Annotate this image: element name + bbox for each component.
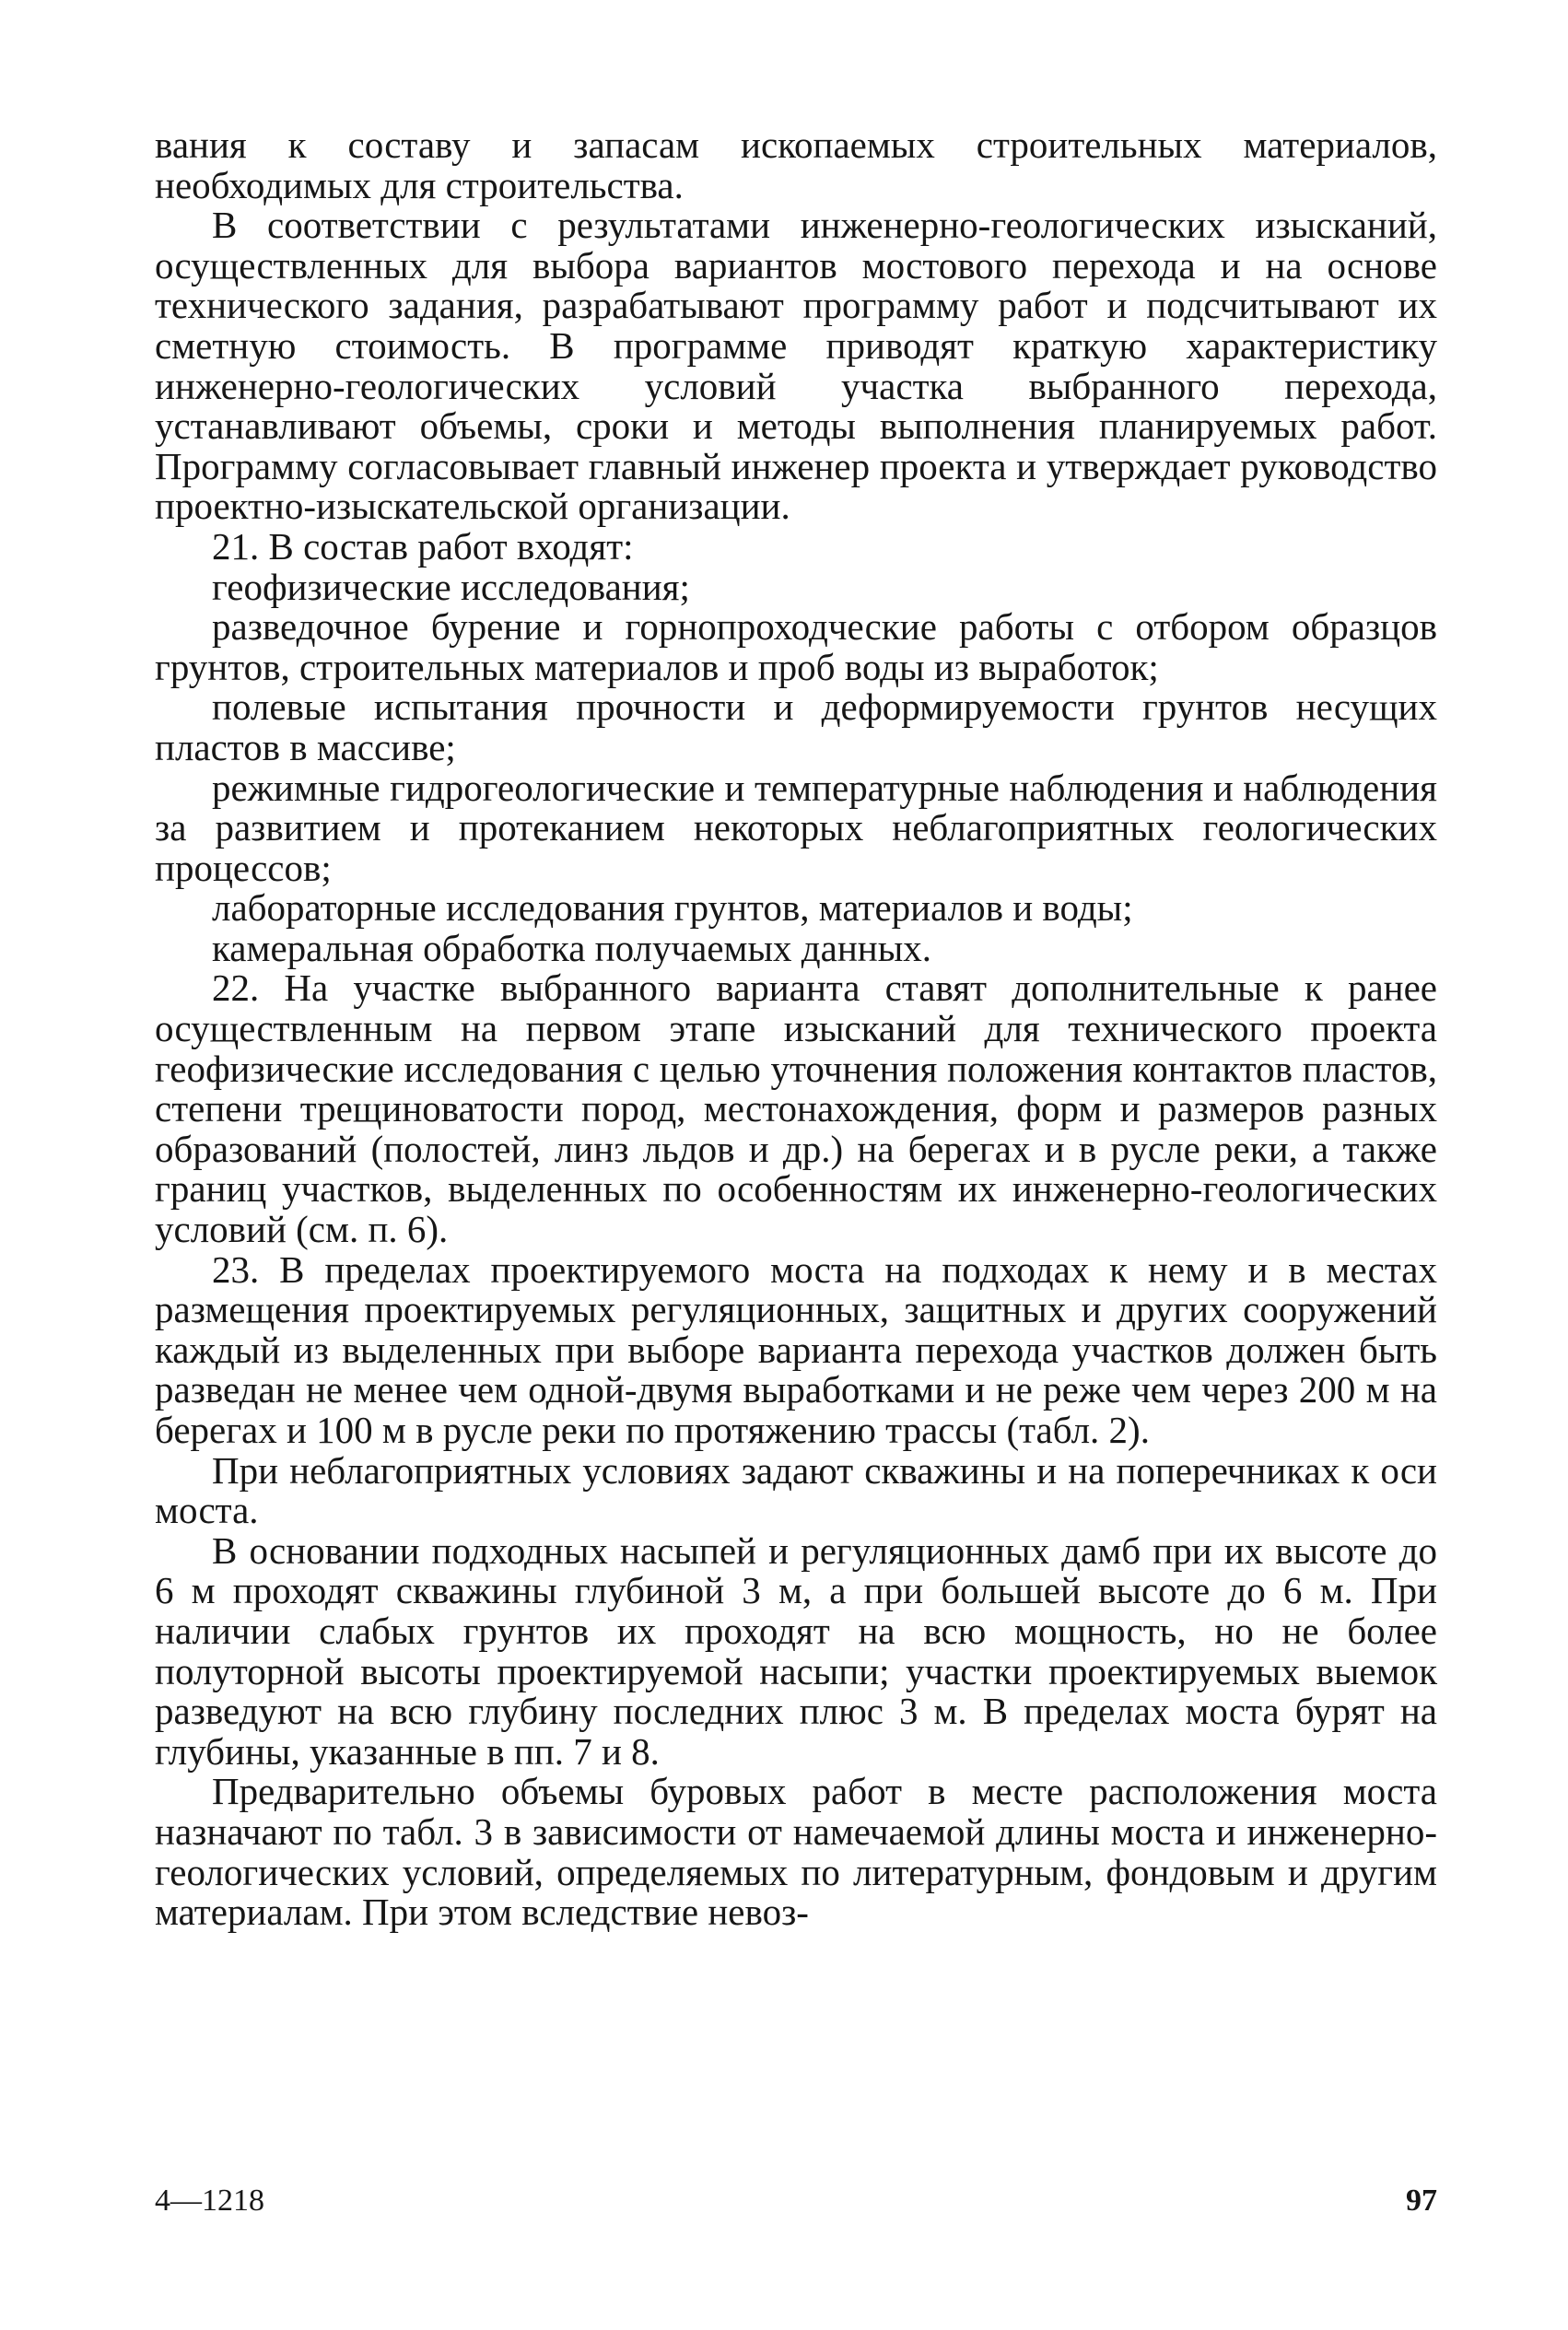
paragraph-drilling-volumes: Предварительно объемы буровых работ в месте расположения моста назначают по табл. 3 в зависимости от намечаемой длины моста и инженерно-геологических условий, определяемых по литературным, фондовым и другим материалам. При этом вследствие невоз- (155, 1770, 1437, 1934)
list-item-office-processing: камеральная обработка получаемых данных. (212, 926, 932, 969)
paragraph-embankments: В основании подходных насыпей и регуляционных дамб при их высоте до 6 м проходят скважины глубиной 3 м, а при большей высоте до 6 м. При наличии слабых грунтов их проходят на всю мощность, но не более полуторной высоты проектируемой насыпи; участки проектируемых выемок разведуют на всю глубину последних плюс 3 м. В пределах моста бурят на глубины, указанные в пп. 7 и 8. (155, 1528, 1437, 1773)
paragraph-23: 23. В пределах проектируемого моста на подходах к нему и в местах размещения проектируемых регуляционных, защитных и других сооружений каждый из выделенных при выборе варианта перехода участков должен быть разведан не менее чем одной-двумя выработками и не реже чем через 200 м на берегах и 100 м в русле реки по протяжению трассы (табл. 2). (155, 1247, 1437, 1451)
page-body (155, 125, 1437, 1933)
printer-signature: 4—1218 (155, 2184, 264, 2218)
paragraph-unfavorable-conditions: При неблагоприятных условиях задают скважины и на поперечниках к оси моста. (155, 1448, 1437, 1532)
paragraph-continuation: вания к составу и запасам ископаемых строительных материалов, необходимых для строительства. (155, 123, 1437, 206)
list-item-observations: режимные гидрогеологические и температурные наблюдения и наблюдения за развитием и протеканием некоторых неблагоприятных геологических процессов; (155, 766, 1437, 889)
list-item-geophysics: геофизические исследования; (212, 565, 690, 608)
list-item-field-tests: полевые испытания прочности и деформируемости грунтов несущих пластов в массиве; (155, 685, 1437, 768)
paragraph-22: 22. На участке выбранного варианта ставят дополнительные к ранее осуществленным на первом этапе изысканий для технического проекта геофизические исследования с целью уточнения положения контактов пластов, степени трещиноватости пород, местонахождения, форм и размеров разных образований (полостей, линз льдов и др.) на берегах и в русле реки, а также границ участков, выделенных по особенностям их инженерно-геологических условий (см. п. 6). (155, 966, 1437, 1251)
paragraph-21-heading: 21. В состав работ входят: (212, 524, 634, 568)
page-number: 97 (1406, 2184, 1437, 2218)
paragraph-program: В соответствии с результатами инженерно-геологических изысканий, осуществленных для выбора вариантов мостового перехода и на основе технического задания, разрабатывают программу работ и подсчитывают их сметную стоимость. В программе приводят краткую характеристику инженерно-геологических условий участка выбранного перехода, устанавливают объемы, сроки и методы выполнения планируемых работ. Программу согласовывает главный инженер проекта и утверждает руководство проектно-изыскательской организации. (155, 204, 1437, 528)
list-item-drilling: разведочное бурение и горнопроходческие работы с отбором образцов грунтов, строительных материалов и проб воды из выработок; (155, 605, 1437, 688)
list-item-lab-studies: лабораторные исследования грунтов, материалов и воды; (212, 886, 1133, 930)
